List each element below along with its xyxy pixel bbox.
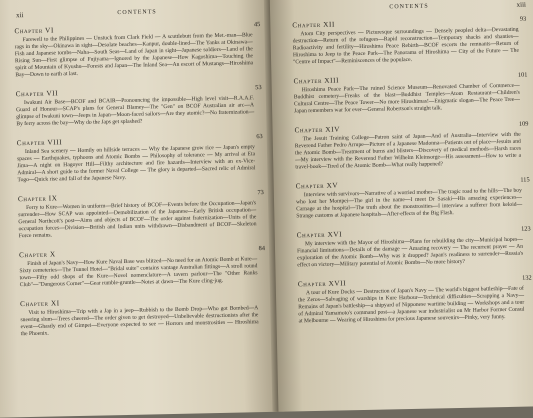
chapter-title: Chapter X (19, 250, 56, 260)
right-running-head (292, 1, 526, 18)
chapter-summary: Atom City perspectives — Picturesque surroundings — Densely peopled delta—Devastating destruction—Return of the refugees—Rapid reconstruction—Temporary shacks and shanties—Radioactivity and fertility—Hiroshima Peace Rebirth—BCOF escorts the remnants—Return of Hiroshima to Jeep to the Peace Park—The Panorama of Hiroshima — City of the Future — The "Centre of Impact"—Reminiscences of the populace. (292, 26, 519, 66)
chapter-title: Chapter XIV (294, 125, 341, 135)
chapter-summary: A tour of Kure Docks — Destruction of Japan's Navy — The world's biggest battleship—Fate of the Zeros—Salvaging of warships in Kure Harbour—Technical difficulties—Scrapping a Navy—Remains of Japan's battleship—a shipyard of Nipponese wartime building — Workshops and a tour of Admiral Yamamoto's command post—a Japanese war industrialist on Mr Harbor Former Consul at Melbourne — Wearing of Hiroshima for precious Japanese souvenirs—Pinky, very funny. (298, 285, 525, 325)
chapter-entry (298, 275, 533, 325)
chapter-summary: Interview with survivors—Narrative of a worried mother—The tragic road to the hills—The boy who lost her Mompei—The girl in the name—I meet Dr Sasaki—His amazing experiences—Carnage at the hospital—The truth about the monstrosities—I interview a sufferer from keloid—Strange customs at Japanese hospitals—After-effects of the Big Flash. (295, 187, 523, 220)
left-page-number: xii (15, 11, 24, 20)
left-chapter-list (14, 22, 266, 338)
chapter-page-number: 45 (253, 21, 261, 29)
chapter-title: Chapter VIII (16, 138, 63, 148)
chapter-summary: Hiroshima Peace Park—The ruined Science Museum—Renovated Chamber of Commerce—Buddhist cemetery—Freaks of the blast—Buddhist Temples—Atom Restaurant—Children's Cultural Centre—The Peace Tower—No more Hiroshimas!—Enigmatic slogan—The Peace Tree—Japan remembers war for ever—General Robertson's straight talk. (293, 82, 521, 115)
right-page-number: xiii (516, 0, 527, 9)
chapter-title: Chapter XII (292, 20, 336, 30)
chapter-summary: Farewell to the Philippines — Unstuck from Clark Field — A scuttlebutt from the Met.-man—Blue rags in the sky—Okinawa in sight—Desolate beaches—Kanpur, double-lined—The Yanks at Okinawa—Fish and Japanese tombs—Naha—South Seas—Land of Japan in sight—Japanese soldiers—Land of the Rising Sun—First glimpse of Fujiyama—Ignored by the Japanese—How Kagoshima—Touching the spirit of Mountain of Kyushu—Forests and Japan—The Inland Sea—An escort of Mustangs—Hiroshima Bay—Down to earth at last. (14, 32, 254, 79)
chapter-page-number: 84 (258, 245, 266, 253)
chapter-summary: Visit to Hiroshima—Trip with a Jap in a jeep—Rubbish to the Bomb Drop—Who got Bombed—A sneering slum—Trees cheered—The order given to get destroyed—Unbelievable destructionists after the event—Ghastly end of Gimpei—Everyone expected to see — Horrors and monstrosities — Hiroshima the Phoenix. (20, 305, 259, 338)
chapter-page-number: 73 (257, 189, 264, 197)
chapter-entry (294, 121, 529, 171)
chapter-summary: Ferry to Kure—Women in uniform—Brief history of BCOF—Events before the Occupation—Japan's surrender—How SCAP was appointed—Demobilization of the Japanese—Early British occupation—General Northcott's post—Aims and objects of BCOF—The order against fraternization—Units of the occupation forces—Division—British and Indian units withdrawn—Disbandment of BCOF—Skeleton Force remains. (18, 200, 257, 240)
chapter-page-number: 101 (517, 71, 528, 79)
chapter-title: Chapter XIII (293, 76, 340, 86)
chapter-title: Chapter VII (15, 89, 59, 99)
chapter-summary: Finish of Japan's Navy—How Kure Naval Base was blitzed—No need for an Atomic Bomb at Kure—Sixty cemeteries—The Tunnel Hotel—"Bridal suite" contains vantage Australian fittings—A stroll round town—Fifty odd shops of the Kure—Novel nomenclature—A tavern parlour—The "Other Ranks Club"—"Dangerous Corner"—Gear rumble-gruntle—Notes at dawn—The Kure cling-jug. (19, 256, 258, 289)
chapter-entry (18, 190, 265, 240)
chapter-page-number: 53 (255, 84, 262, 92)
chapter-summary: The Jesuit Training College—Patron saint of Japan—And of Australia—Interview with the Reverend Father Pedro Arrupe—Picture of a Japanese Madonna—Patients out of place—Jesuits and the Atomic Bomb—Treatment of burns and blisters—Discovery of medical methods—Harsh races—My interview with the Reverend Father Wilhelm Kleinsorge—His assessment—How to write a travel-book—Tired of the Atomic Bomb—What really happened? (294, 131, 522, 171)
left-header-label: CONTENTS (117, 9, 157, 17)
chapter-summary: Iwakuni Air Base—BCOF and BCAIR—Pronouncing the impossible—High level visit—R.A.A.F. Guard of Honour—SCAP's plans for General Blamey—The "Gen" on BCOF Australian air arc—A glimpse of Iwakuni town—Jeeps in Japan—Moon-faced sailors—Are they atomic?—No fraternization—By ferry across the bay—Why do the Japs get splashed? (16, 95, 255, 128)
right-page (270, 0, 533, 412)
chapter-title: Chapter IX (17, 194, 58, 204)
chapter-entry (297, 226, 532, 269)
chapter-entry (19, 246, 266, 289)
chapter-page-number: 123 (520, 225, 531, 233)
right-chapter-list (292, 17, 532, 326)
right-header-label: CONTENTS (389, 3, 429, 11)
chapter-summary: My interview with the Mayor of Hiroshima—Plans for rebuilding the city—Municipal hopes—Financial limitations—Details of the damage — Amazing recovery — The recurrent prayer — An exploration of the Atomic Bomb—Why was it dropped? Japan's readiness to surrender—Russia's effect on victory—Military potential of Atomic Bombs—No more history? (297, 236, 524, 269)
chapter-page-number: 132 (522, 274, 532, 282)
chapter-title: Chapter VI (14, 26, 54, 36)
chapter-entry (20, 295, 267, 338)
chapter-summary: Inland Sea scenery — Homily on hillside terraces — Why the Japanese grow rice — Japan's empty spaces — Earthquakes, typhoons and Atomic Bombs — Philosophy of tolerance — My arrival at Eta Jima—A night on Hagoyer Hill—Filthy architecture and fire hazards—Interview with an ex-Vice-Admiral—A short guide to the former Naval College — The glory is departed—Sacred relic of Admiral Togo—Quick rise and fall of the Japanese Navy. (17, 144, 256, 184)
chapter-entry (293, 73, 528, 116)
left-running-head (14, 6, 260, 23)
chapter-title: Chapter XVII (297, 279, 347, 289)
chapter-entry (292, 17, 527, 67)
chapter-title: Chapter XV (295, 181, 339, 191)
chapter-page-number: 115 (520, 176, 530, 184)
chapter-page-number: 109 (518, 120, 529, 128)
chapter-page-number: 63 (256, 133, 263, 141)
chapter-title: Chapter XVI (296, 230, 343, 240)
chapter-page-number: 93 (519, 15, 527, 23)
chapter-entry (14, 22, 261, 79)
chapter-title: Chapter XI (20, 299, 60, 309)
chapter-entry (17, 134, 264, 184)
chapter-entry (296, 177, 531, 220)
chapter-entry (16, 85, 263, 128)
